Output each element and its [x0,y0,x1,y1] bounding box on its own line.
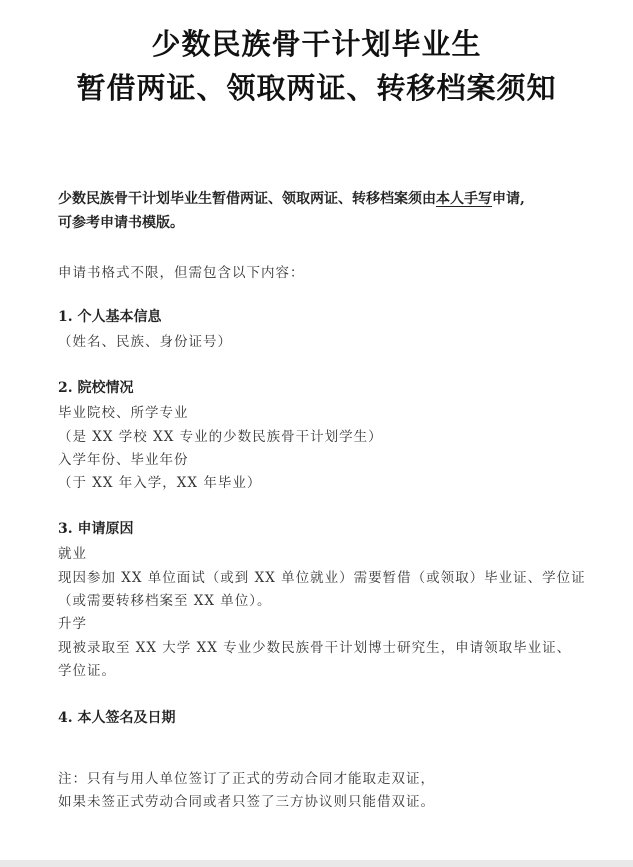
page-bottom-bar [0,860,633,867]
section-line: （姓名、民族、身份证号） [58,334,232,350]
section-heading-personal-info: 1. 个人基本信息 [58,309,162,325]
section-line: 现被录取至 XX 大学 XX 专业少数民族骨干计划博士研究生，申请领取毕业证、 [58,640,572,656]
section-line: （是 XX 学校 XX 专业的少数民族骨干计划学生） [58,429,383,445]
format-note: 申请书格式不限，但需包含以下内容： [58,265,305,281]
section-line: 学位证。 [58,663,116,679]
note-line1: 注：只有与用人单位签订了正式的劳动合同才能取走双证， [58,771,435,787]
section-line: 就业 [58,546,87,562]
section-line: 毕业院校、所学专业 [58,405,189,421]
intro-line2: 可参考申请书模版。 [58,215,184,231]
note-line2: 如果未签正式劳动合同或者只签了三方协议则只能借双证。 [58,794,435,810]
intro-underlined-text: 本人手写 [436,191,492,207]
section-line: （或需要转移档案至 XX 单位）。 [58,593,272,609]
intro-line1 [58,188,588,208]
intro-text-post: 申请, [492,191,525,207]
document-title-line2: 暂借两证、领取两证、转移档案须知 [76,71,557,105]
section-line: 入学年份、毕业年份 [58,452,189,468]
section-line: （于 XX 年入学，XX 年毕业） [58,475,262,491]
section-line: 现因参加 XX 单位面试（或到 XX 单位就业）需要暂借（或领取）毕业证、学位证 [58,570,586,586]
intro-text-pre: 少数民族骨干计划毕业生暂借两证、领取两证、转移档案须由 [58,191,436,207]
section-line: 升学 [58,616,87,632]
section-heading-reason: 3. 申请原因 [58,521,134,537]
document-title-line1: 少数民族骨干计划毕业生 [151,27,482,61]
section-heading-school-info: 2. 院校情况 [58,380,134,396]
section-heading-signature: 4. 本人签名及日期 [58,710,176,726]
